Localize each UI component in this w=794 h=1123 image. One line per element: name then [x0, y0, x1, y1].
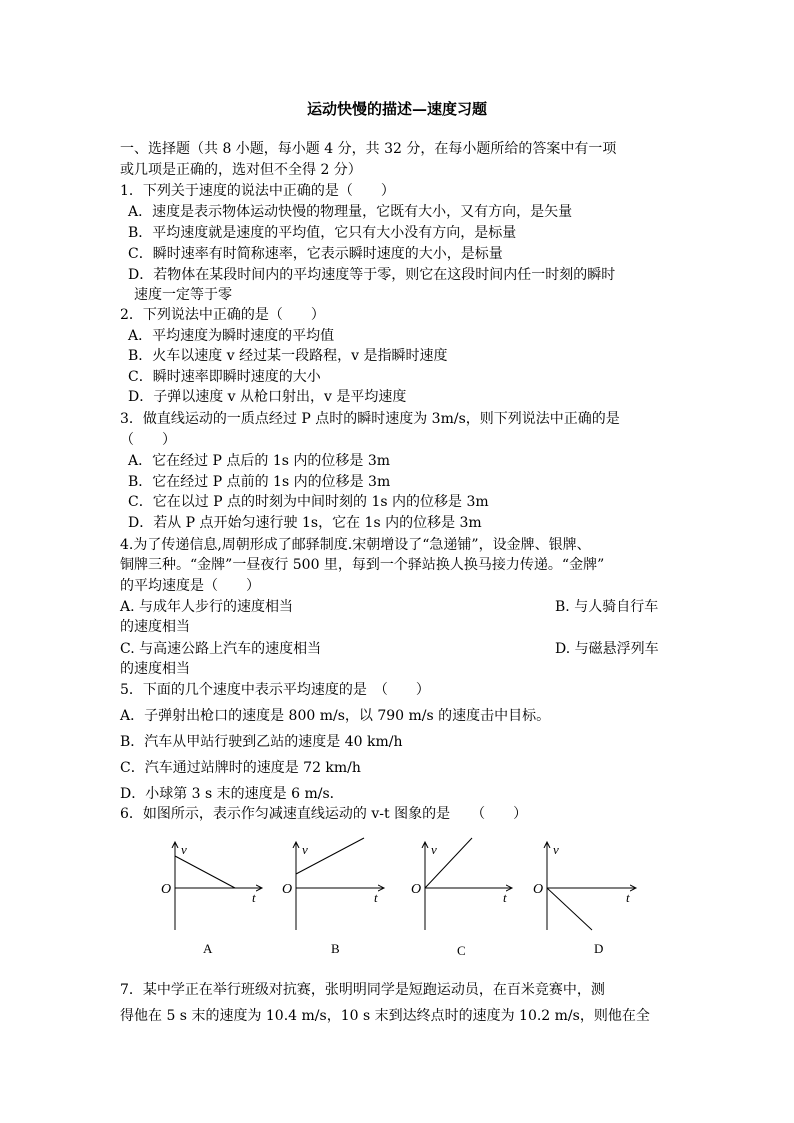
q5-stem: 5．下面的几个速度中表示平均速度的是 （ ）	[120, 682, 430, 698]
q4-stem-line-1: 4.为了传递信息,周朝形成了邮驿制度.宋朝增设了“急递铺”，设金牌、银牌、	[120, 537, 591, 553]
q3-option-a: A．它在经过 P 点后的 1s 内的位移是 3m	[128, 453, 391, 469]
q4-stem-line-3: 的平均速度是（ ）	[120, 578, 260, 594]
q1-option-b: B．平均速度就是速度的平均值，它只有大小没有方向，是标量	[128, 225, 517, 241]
graph-d-origin: O	[533, 882, 544, 897]
graph-b-label: B	[331, 941, 340, 956]
graph-b-t-label: t	[374, 890, 378, 905]
q3-stem-line-1: 3．做直线运动的一质点经过 P 点时的瞬时速度为 3m/s，则下列说法中正确的是	[120, 411, 620, 427]
graph-d-line	[547, 888, 592, 930]
q5-option-c: C．汽车通过站牌时的速度是 72 km/h	[120, 760, 361, 776]
graph-a	[161, 842, 262, 956]
graph-b-origin: O	[282, 882, 293, 897]
section-heading-line-1: 一、选择题（共 8 小题，每小题 4 分，共 32 分，在每小题所给的答案中有一项	[120, 141, 617, 157]
q1-option-d-line-2: 速度一定等于零	[134, 287, 232, 303]
q2-option-b: B．火车以速度 v 经过某一段路程，v 是指瞬时速度	[128, 348, 448, 364]
graph-a-line	[175, 856, 235, 888]
q5-option-d: D．小球第 3 s 末的速度是 6 m/s．	[120, 786, 344, 802]
q3-option-c: C．它在以过 P 点的时刻为中间时刻的 1s 内的位移是 3m	[128, 494, 489, 510]
q7-line-2: 得他在 5 s 末的速度为 10.4 m/s，10 s 末到达终点时的速度为 10.2 m/s，则他在全	[120, 1008, 650, 1024]
graph-a-t-label: t	[252, 890, 256, 905]
q3-option-b: B．它在经过 P 点前的 1s 内的位移是 3m	[128, 474, 391, 490]
graph-d-v-label: v	[553, 842, 559, 857]
q2-option-c: C．瞬时速率即瞬时速度的大小	[128, 369, 321, 385]
q6-stem: 6．如图所示，表示作匀减速直线运动的 v-t 图象的是 （ ）	[120, 806, 528, 822]
q3-option-d: D．若从 P 点开始匀速行驶 1s，它在 1s 内的位移是 3m	[128, 515, 482, 531]
graph-b-v-label: v	[302, 842, 308, 857]
graph-c	[411, 838, 512, 958]
q2-option-a: A．平均速度为瞬时速度的平均值	[128, 328, 335, 344]
q2-option-d: D．子弹以速度 v 从枪口射出，v 是平均速度	[128, 389, 407, 405]
q1-option-a: A．速度是表示物体运动快慢的物理量，它既有大小，又有方向，是矢量	[128, 204, 573, 220]
q4-option-d-line-1: D. 与磁悬浮列车	[555, 641, 659, 657]
q1-stem: 1．下列关于速度的说法中正确的是（ ）	[120, 183, 395, 199]
q4-stem-line-2: 铜牌三种。“金牌”一昼夜行 500 里，每到一个驿站换人换马接力传递。“金牌”	[120, 557, 605, 573]
q7-line-1: 7．某中学正在举行班级对抗赛，张明明同学是短跑运动员，在百米竞赛中，测	[120, 982, 605, 998]
q4-option-b-line-1: B. 与人骑自行车	[555, 599, 659, 615]
page-title: 运动快慢的描述—速度习题	[306, 100, 487, 118]
graph-d-t-label: t	[626, 890, 630, 905]
graph-c-origin: O	[411, 882, 422, 897]
graph-c-label: C	[457, 943, 466, 958]
graph-a-label: A	[203, 941, 213, 956]
graph-b	[282, 838, 384, 956]
q4-option-b-line-2: 的速度相当	[120, 619, 190, 635]
graph-a-v-label: v	[181, 842, 187, 857]
q2-stem: 2．下列说法中正确的是（ ）	[120, 307, 325, 323]
q5-option-b: B．汽车从甲站行驶到乙站的速度是 40 km/h	[120, 734, 403, 750]
graph-c-t-label: t	[503, 890, 507, 905]
section-heading-line-2: 或几项是正确的，选对但不全得 2 分）	[120, 162, 362, 178]
graph-a-origin: O	[161, 882, 172, 897]
q3-stem-line-2: （ ）	[120, 432, 176, 448]
graph-d	[533, 842, 636, 956]
q4-option-a: A. 与成年人步行的速度相当	[120, 599, 294, 615]
graph-d-label: D	[594, 941, 604, 956]
q4-option-c: C. 与高速公路上汽车的速度相当	[120, 641, 322, 657]
q4-option-d-line-2: 的速度相当	[120, 661, 190, 677]
q1-option-c: C．瞬时速率有时简称速率，它表示瞬时速度的大小，是标量	[128, 246, 503, 262]
graph-c-v-label: v	[431, 842, 437, 857]
q1-option-d-line-1: D．若物体在某段时间内的平均速度等于零，则它在这段时间内任一时刻的瞬时	[128, 267, 616, 283]
q5-option-a: A．子弹射出枪口的速度是 800 m/s，以 790 m/s 的速度击中目标。	[120, 708, 551, 724]
